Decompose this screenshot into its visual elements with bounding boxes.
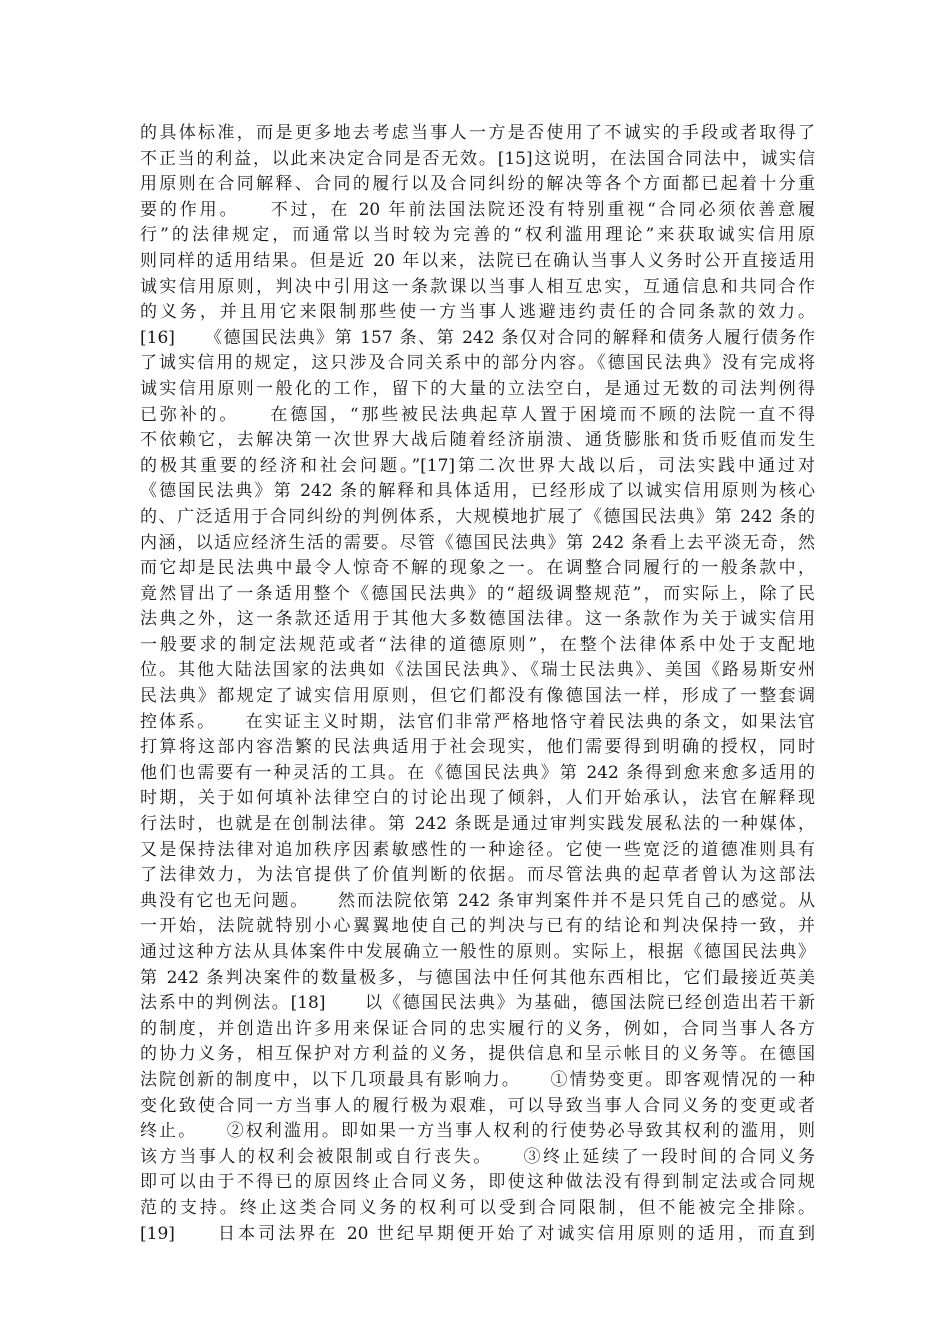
text-line: 位。其他大陆法国家的法典如《法国民法典》、《瑞士民法典》、美国《路易斯安州 [140,660,815,681]
text-line: 的制度，并创造出许多用来保证合同的忠实履行的义务，例如，合同当事人各方 [140,1018,815,1039]
text-line: 法系中的判例法。[18] 以《德国民法典》为基础，德国法院已经创造出若干新 [140,993,815,1014]
text-line: 用原则在合同解释、合同的履行以及合同纠纷的解决等各个方面都已起着十分重 [140,174,815,195]
text-line: 则同样的适用结果。但是近 20 年以来，法院已在确认当事人义务时公开直接适用 [140,250,815,271]
text-line: 变化致使合同一方当事人的履行极为艰难，可以导致当事人合同义务的变更或者 [140,1095,815,1116]
text-line: 即可以由于不得已的原因终止合同义务，即使这种做法没有得到制定法或合同规 [140,1172,815,1193]
text-line: 终止。 ②权利滥用。即如果一方当事人权利的行使势必导致其权利的滥用，则 [140,1121,815,1142]
text-line: [19] 日本司法界在 20 世纪早期便开始了对诚实信用原则的适用，而直到 [140,1223,815,1244]
text-line: 已弥补的。 在德国，“那些被民法典起草人置于困境而不顾的法院一直不得 [140,404,815,425]
text-line: [16] 《德国民法典》第 157 条、第 242 条仅对合同的解释和债务人履行债务作 [140,327,815,348]
text-line: 该方当事人的权利会被限制或自行丧失。 ③终止延续了一段时间的合同义务 [140,1146,815,1167]
text-line: 行”的法律规定，而通常以当时较为完善的“权利滥用理论”来获取诚实信用原 [140,225,815,246]
text-line: 打算将这部内容浩繁的民法典适用于社会现实，他们需要得到明确的授权，同时 [140,737,815,758]
text-line: 民法典》都规定了诚实信用原则，但它们都没有像德国法一样，形成了一整套调 [140,686,815,707]
text-line: 一般要求的制定法规范或者“法律的道德原则”，在整个法律体系中处于支配地 [140,634,815,655]
text-line: 通过这种方法从具体案件中发展确立一般性的原则。实际上，根据《德国民法典》 [140,942,815,962]
text-line: 范的支持。终止这类合同义务的权利可以受到合同限制，但不能被完全排除。 [140,1197,815,1218]
text-line: 控体系。 在实证主义时期，法官们非常严格地恪守着民法典的条文，如果法官 [140,711,815,732]
text-line: 而它却是民法典中最令人惊奇不解的现象之一。在调整合同履行的一般条款中， [140,558,815,579]
text-line: 要的作用。 不过，在 20 年前法国法院还没有特别重视“合同必须依善意履 [140,199,815,220]
text-line: 他们也需要有一种灵活的工具。在《德国民法典》第 242 条得到愈来愈多适用的 [140,762,815,783]
text-line: 诚实信用原则，判决中引用这一条款课以当事人相互忠实，互通信息和共同合作 [140,276,815,297]
text-line: 时期，关于如何填补法律空白的讨论出现了倾斜，人们开始承认，法官在解释现 [140,788,815,809]
text-line: 行法时，也就是在创制法律。第 242 条既是通过审判实践发展私法的一种媒体， [140,814,815,835]
text-line: 的义务，并且用它来限制那些使一方当事人逃避违约责任的合同条款的效力。 [140,302,815,323]
text-line: 一开始，法院就特别小心翼翼地使自己的判决与已有的结论和判决保持一致，并 [140,916,815,937]
text-line: 又是保持法律对追加秩序因素敏感性的一种途径。它使一些宽泛的道德准则具有 [140,839,815,860]
text-line: 的极其重要的经济和社会问题。”[17]第二次世界大战以后，司法实践中通过对 [140,455,815,476]
text-line: 法典之外，这一条款还适用于其他大多数德国法律。这一条款作为关于诚实信用 [140,609,815,630]
text-line: 《德国民法典》第 242 条的解释和具体适用，已经形成了以诚实信用原则为核心 [140,481,815,502]
text-line: 典没有它也无问题。 然而法院依第 242 条审判案件并不是只凭自己的感觉。从 [140,890,815,911]
text-line: 法院创新的制度中，以下几项最具有影响力。 ①情势变更。即客观情况的一种 [140,1069,815,1090]
text-line: 了法律效力，为法官提供了价值判断的依据。而尽管法典的起草者曾认为这部法 [140,865,815,886]
text-line: 了诚实信用的规定，这只涉及合同关系中的部分内容。《德国民法典》没有完成将 [140,353,815,374]
text-line: 的具体标准，而是更多地去考虑当事人一方是否使用了不诚实的手段或者取得了 [140,123,815,143]
body-text [140,121,815,1247]
text-line: 竟然冒出了一条适用整个《德国民法典》的“超级调整规范”，而实际上，除了民 [140,583,815,604]
text-line: 第 242 条判决案件的数量极多，与德国法中任何其他东西相比，它们最接近英美 [140,967,815,988]
text-line: 内涵，以适应经济生活的需要。尽管《德国民法典》第 242 条看上去平淡无奇，然 [140,532,815,553]
text-line: 不正当的利益，以此来决定合同是否无效。[15]这说明，在法国合同法中，诚实信 [140,148,815,169]
text-line: 不依赖它，去解决第一次世界大战后随着经济崩溃、通货膨胀和货币贬值而发生 [140,430,815,451]
text-line: 的协力义务，相互保护对方利益的义务，提供信息和呈示帐目的义务等。在德国 [140,1044,815,1065]
text-line: 的、广泛适用于合同纠纷的判例体系，大规模地扩展了《德国民法典》第 242 条的 [140,506,815,527]
text-line: 诚实信用原则一般化的工作，留下的大量的立法空白，是通过无数的司法判例得 [140,378,815,399]
